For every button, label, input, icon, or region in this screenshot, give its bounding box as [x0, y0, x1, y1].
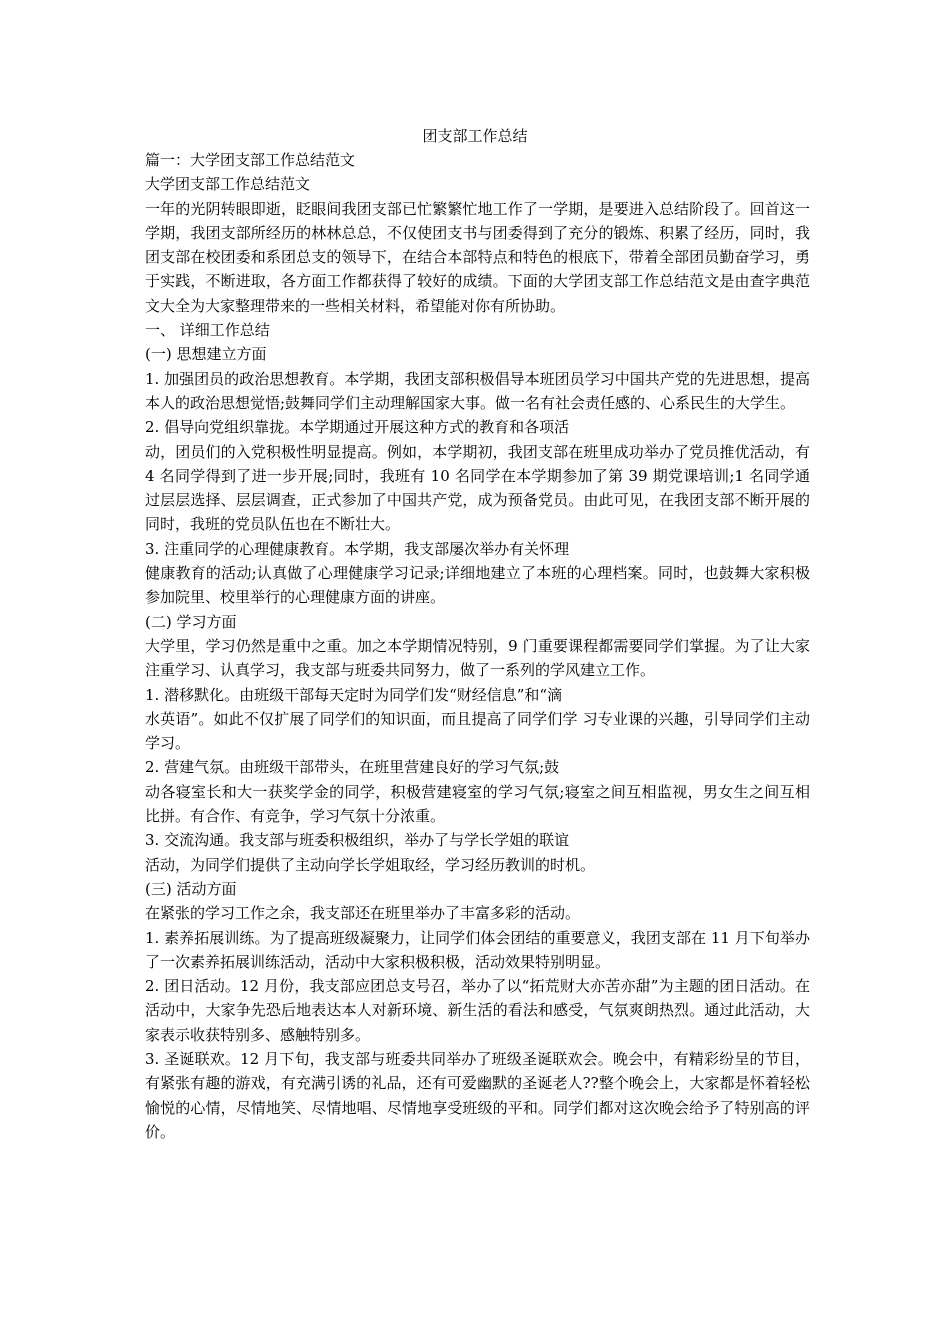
paragraph: 1. 素养拓展训练。为了提高班级凝聚力，让同学们体会团结的重要意义，我团支部在 11 月下旬举办了一次素养拓展训练活动，活动中大家积极积极，活动效果特别明显。 [145, 928, 810, 971]
paragraph: 2. 倡导向党组织靠拢。本学期通过开展这种方式的教育和各项活 [145, 418, 570, 437]
paragraph: 活动，为同学们提供了主动向学长学姐取经，学习经历教训的时机。 [145, 855, 596, 874]
paragraph: 3. 注重同学的心理健康教育。本学期，我支部屡次举办有关怀理 [145, 539, 570, 558]
paragraph: 水英语”。如此不仅扩展了同学们的知识面，而且提高了同学们学 习专业课的兴趣，引导同学们主动学习。 [145, 709, 810, 753]
paragraph: 2. 营建气氛。由班级干部带头，在班里营建良好的学习气氛;鼓 [145, 758, 560, 777]
document-title: 团支部工作总结 [422, 127, 528, 145]
paragraph: 大学团支部工作总结范文 [145, 175, 311, 194]
paragraph: 大学里，学习仍然是重中之重。加之本学期情况特别，9 门重要课程都需要同学们掌握。为了让大家注重学习、认真学习，我支部与班委共同努力，做了一系列的学风建立工作。 [145, 636, 810, 680]
subsection-heading: (二) 学习方面 [145, 612, 237, 631]
paragraph: 篇一：大学团支部工作总结范文 [145, 151, 356, 169]
paragraph: 动各寝室长和大一获奖学金的同学，积极营建寝室的学习气氛;寝室之间互相监视，男女生之间互相比拼。有合作、有竞争，学习气氛十分浓重。 [145, 782, 810, 826]
subsection-heading: (一) 思想建立方面 [145, 345, 267, 364]
paragraph: 1. 潜移默化。由班级干部每天定时为同学们发“财经信息”和“滴 [145, 685, 563, 704]
paragraph: 一年的光阴转眼即逝，眨眼间我团支部已忙繁繁忙地工作了一学期，是要进入总结阶段了。回首这一学期，我团支部所经历的林林总总，不仅使团支书与团委得到了充分的锻炼、积累了经历，同时，我团支部在校团委和系团总支的领导下，在结合本部特点和特色的根底下，带着全部团员勤奋学习，勇于实践，不断进取，各方面工作都获得了较好的成绩。下面的大学团支部工作总结范文是由查字典范文大全为大家整理带来的一些相关材料，希望能对你有所协助。 [145, 199, 810, 315]
section-heading: 一、 详细工作总结 [145, 321, 270, 340]
paragraph: 3. 交流沟通。我支部与班委积极组织，举办了与学长学姐的联谊 [145, 831, 570, 850]
paragraph: 1. 加强团员的政治思想教育。本学期，我团支部积极倡导本班团员学习中国共产党的先进思想，提高本人的政治思想觉悟;鼓舞同学们主动理解国家大事。做一名有社会责任感的、心系民生的大学生。 [145, 369, 810, 412]
paragraph: 3. 圣诞联欢。12 月下旬，我支部与班委共同举办了班级圣诞联欢会。晚会中，有精彩纷呈的节目，有紧张有趣的游戏，有充满引诱的礼品，还有可爱幽默的圣诞老人??整个晚会上，大家都是怀着轻松愉悦的心情，尽情地笑、尽情地唱、尽情地享受班级的平和。同学们都对这次晚会给予了特别高的评价。 [145, 1049, 810, 1141]
subsection-heading: (三) 活动方面 [145, 879, 237, 898]
document-body [145, 148, 810, 1144]
paragraph: 2. 团日活动。12 月份，我支部应团总支号召，举办了以“拓荒财大亦苦亦甜”为主题的团日活动。在活动中，大家争先恐后地表达本人对新环境、新生活的看法和感受，气氛爽朗热烈。通过此活动，大家表示收获特别多、感触特别多。 [145, 977, 810, 1044]
paragraph: 动，团员们的入党积极性明显提高。例如，本学期初，我团支部在班里成功举办了党员推优活动，有 4 名同学得到了进一步开展;同时，我班有 10 名同学在本学期参加了第 39 期党课培训;1 名同学通过层层选择、层层调查，正式参加了中国共产党，成为预备党员。由此可见，在我团支部不断开展的同时，我班的党员队伍也在不断壮大。 [145, 442, 810, 534]
paragraph: 健康教育的活动;认真做了心理健康学习记录;详细地建立了本班的心理档案。同时，也鼓舞大家积极参加院里、校里举行的心理健康方面的讲座。 [145, 564, 810, 607]
paragraph: 在紧张的学习工作之余，我支部还在班里举办了丰富多彩的活动。 [145, 904, 581, 923]
